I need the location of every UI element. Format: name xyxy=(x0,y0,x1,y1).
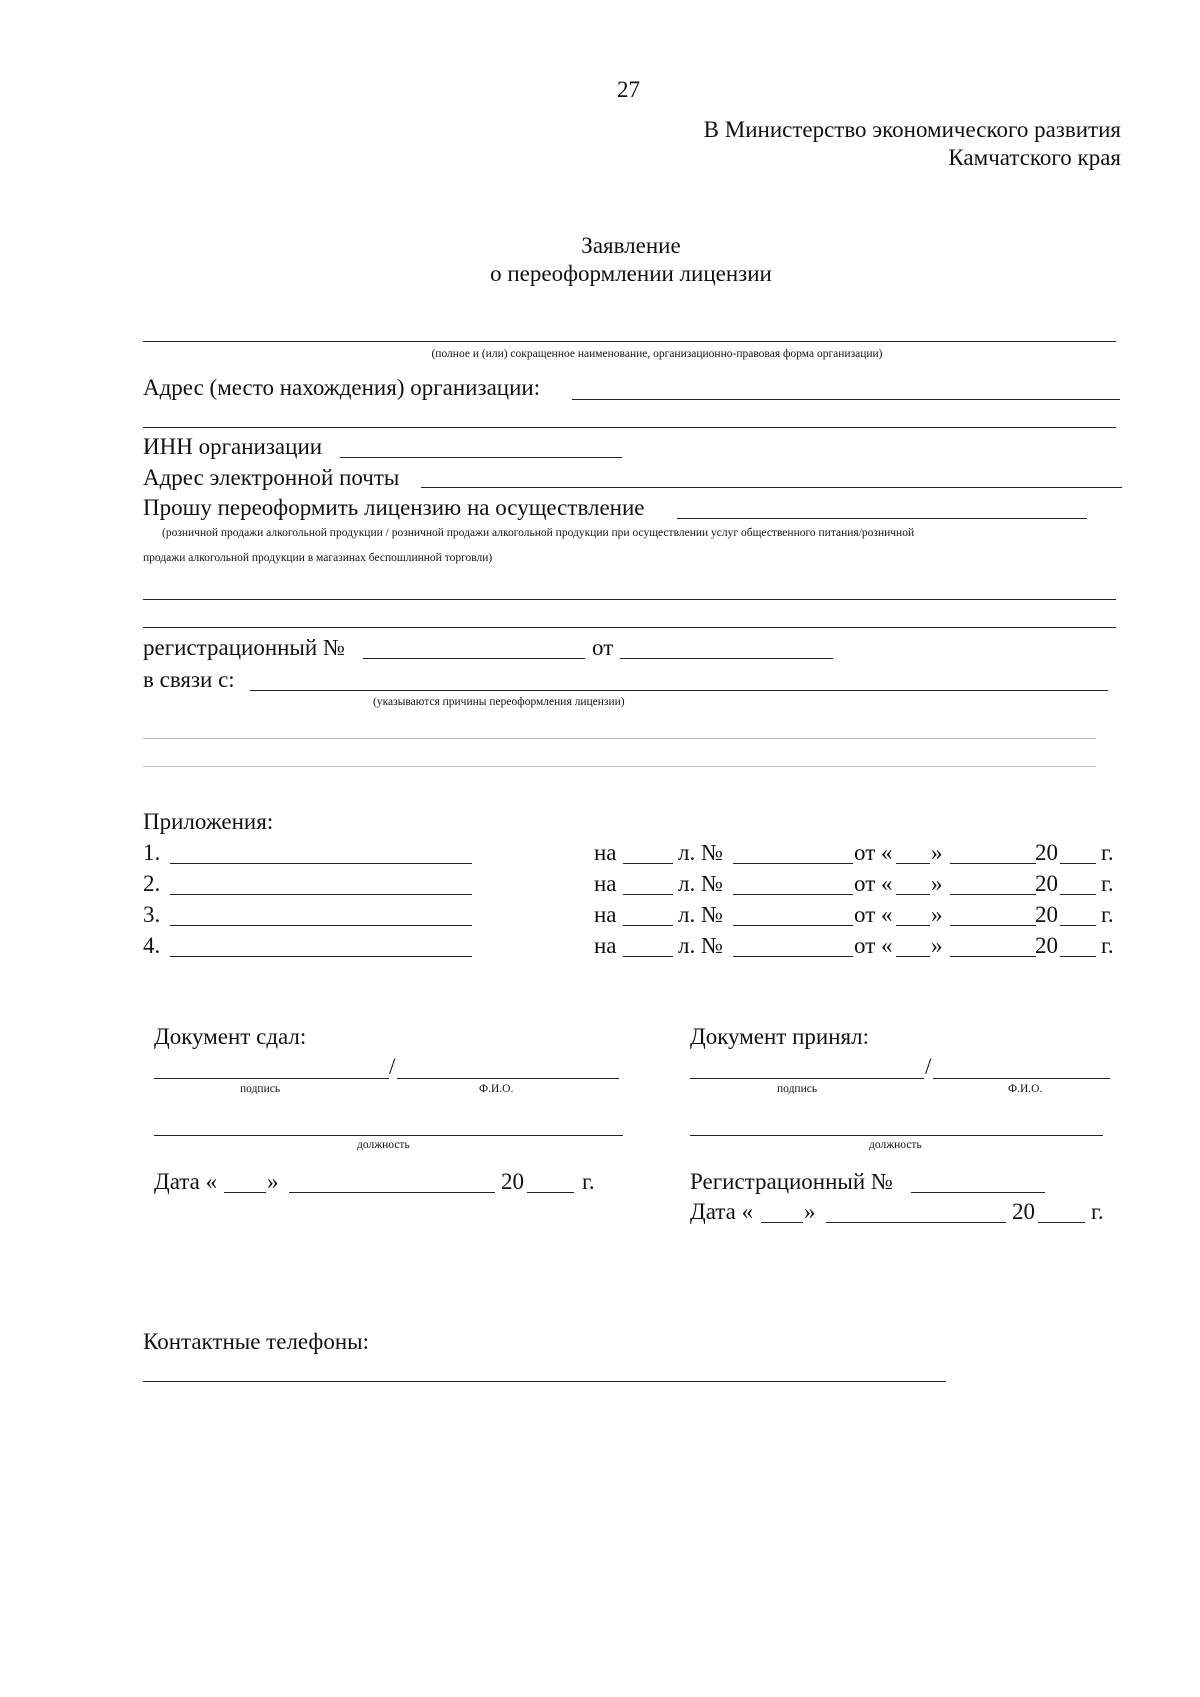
received-year-prefix: 20 xyxy=(1012,1199,1035,1224)
attachments-heading: Приложения: xyxy=(143,809,274,834)
attachment-year-line[interactable] xyxy=(1060,925,1096,926)
attachment-on-label: на xyxy=(594,933,617,958)
addressee-line-2: Камчатского края xyxy=(948,145,1121,170)
received-month-line[interactable] xyxy=(826,1222,1006,1223)
attachment-number: 2. xyxy=(143,871,161,896)
reason-extra-line-2[interactable] xyxy=(143,766,1096,767)
attachment-number: 4. xyxy=(143,933,161,958)
attachment-day-line[interactable] xyxy=(896,925,930,926)
submitted-signature-hint: подпись xyxy=(240,1083,281,1095)
reason-label: в связи с: xyxy=(143,667,235,692)
document-subtitle: о переоформлении лицензии xyxy=(490,261,772,286)
submitted-year-line[interactable] xyxy=(527,1192,574,1193)
attachment-name-line[interactable] xyxy=(170,956,472,957)
attachment-sheets-label: л. № xyxy=(678,902,723,927)
attachment-close-quote: » xyxy=(931,840,943,865)
page-number: 27 xyxy=(617,77,640,102)
submitted-name-line[interactable] xyxy=(397,1078,619,1079)
submitted-name-hint: Ф.И.О. xyxy=(479,1083,514,1095)
attachment-number: 3. xyxy=(143,902,161,927)
attachment-from-label: от « xyxy=(854,871,893,896)
attachment-sheets-label: л. № xyxy=(678,871,723,896)
attachment-sheets-label: л. № xyxy=(678,840,723,865)
received-reg-number-line[interactable] xyxy=(911,1192,1045,1193)
attachment-month-line[interactable] xyxy=(950,956,1036,957)
attachment-name-line[interactable] xyxy=(170,894,472,895)
inn-line[interactable] xyxy=(340,457,622,458)
attachment-year-prefix: 20 xyxy=(1035,871,1058,896)
reason-extra-line-1[interactable] xyxy=(143,738,1096,739)
received-signature-line[interactable] xyxy=(690,1078,924,1079)
submitted-year-suffix: г. xyxy=(582,1169,595,1194)
contacts-label: Контактные телефоны: xyxy=(143,1329,369,1354)
attachment-year-line[interactable] xyxy=(1060,894,1096,895)
attachment-doc-number-line[interactable] xyxy=(733,925,853,926)
submitted-year-prefix: 20 xyxy=(501,1169,524,1194)
activity-line[interactable] xyxy=(677,518,1087,519)
submitted-signature-line[interactable] xyxy=(154,1078,389,1079)
submitted-slash: / xyxy=(389,1054,396,1079)
attachment-month-line[interactable] xyxy=(950,925,1036,926)
addressee-line-1: В Министерство экономического развития xyxy=(703,117,1121,142)
attachment-sheets-line[interactable] xyxy=(623,863,673,864)
email-line[interactable] xyxy=(421,487,1122,488)
inn-label: ИНН организации xyxy=(143,434,323,459)
submitted-position-line[interactable] xyxy=(154,1135,623,1136)
attachment-on-label: на xyxy=(594,871,617,896)
reg-date-line[interactable] xyxy=(620,658,833,659)
reason-line[interactable] xyxy=(250,690,1108,691)
submitted-label: Документ сдал: xyxy=(154,1024,307,1049)
received-year-suffix: г. xyxy=(1091,1199,1104,1224)
document-title: Заявление xyxy=(581,233,681,258)
attachment-day-line[interactable] xyxy=(896,894,930,895)
submitted-date-close: » xyxy=(267,1169,279,1194)
org-name-hint: (полное и (или) сокращенное наименование, организационно-правовая форма организации) xyxy=(431,348,883,360)
attachment-year-suffix: г. xyxy=(1101,871,1114,896)
address-line-1[interactable] xyxy=(572,399,1120,400)
submitted-position-hint: должность xyxy=(357,1139,410,1151)
received-slash: / xyxy=(925,1054,932,1079)
attachment-day-line[interactable] xyxy=(896,863,930,864)
activity-extra-line-2[interactable] xyxy=(143,627,1116,628)
activity-extra-line-1[interactable] xyxy=(143,599,1116,600)
received-name-hint: Ф.И.О. xyxy=(1008,1083,1043,1095)
received-date-open: Дата « xyxy=(690,1199,754,1224)
attachment-close-quote: » xyxy=(931,902,943,927)
attachment-from-label: от « xyxy=(854,902,893,927)
received-position-hint: должность xyxy=(869,1139,922,1151)
reason-hint: (указываются причины переоформления лицензии) xyxy=(373,696,625,708)
attachment-year-prefix: 20 xyxy=(1035,933,1058,958)
attachment-close-quote: » xyxy=(931,871,943,896)
activity-hint-1: (розничной продажи алкогольной продукции / розничной продажи алкогольной продукции при осуществлении услуг общественного питания/розничной xyxy=(162,527,915,539)
attachment-year-prefix: 20 xyxy=(1035,902,1058,927)
reg-number-label: регистрационный № xyxy=(143,635,345,660)
attachment-day-line[interactable] xyxy=(896,956,930,957)
activity-hint-2: продажи алкогольной продукции в магазинах беспошлинной торговли) xyxy=(143,552,493,564)
org-name-line[interactable] xyxy=(143,341,1116,342)
attachment-on-label: на xyxy=(594,840,617,865)
received-position-line[interactable] xyxy=(690,1135,1103,1136)
attachment-name-line[interactable] xyxy=(170,863,472,864)
received-year-line[interactable] xyxy=(1038,1222,1085,1223)
received-reg-number-label: Регистрационный № xyxy=(690,1169,893,1194)
attachment-year-suffix: г. xyxy=(1101,840,1114,865)
reg-number-line[interactable] xyxy=(363,658,585,659)
attachment-from-label: от « xyxy=(854,840,893,865)
address-label: Адрес (место нахождения) организации: xyxy=(143,375,541,400)
submitted-day-line[interactable] xyxy=(224,1192,266,1193)
attachment-year-prefix: 20 xyxy=(1035,840,1058,865)
attachment-sheets-label: л. № xyxy=(678,933,723,958)
attachment-month-line[interactable] xyxy=(950,863,1036,864)
attachment-doc-number-line[interactable] xyxy=(733,863,853,864)
attachment-number: 1. xyxy=(143,840,161,865)
attachment-doc-number-line[interactable] xyxy=(733,894,853,895)
attachment-year-suffix: г. xyxy=(1101,933,1114,958)
attachment-month-line[interactable] xyxy=(950,894,1036,895)
attachment-from-label: от « xyxy=(854,933,893,958)
received-date-close: » xyxy=(804,1199,816,1224)
attachment-sheets-line[interactable] xyxy=(623,925,673,926)
received-signature-hint: подпись xyxy=(777,1083,818,1095)
submitted-month-line[interactable] xyxy=(289,1192,495,1193)
received-name-line[interactable] xyxy=(933,1078,1110,1079)
received-day-line[interactable] xyxy=(761,1222,803,1223)
attachment-year-line[interactable] xyxy=(1060,956,1096,957)
attachment-on-label: на xyxy=(594,902,617,927)
attachment-sheets-line[interactable] xyxy=(623,894,673,895)
attachment-name-line[interactable] xyxy=(170,925,472,926)
attachment-year-suffix: г. xyxy=(1101,902,1114,927)
attachment-sheets-line[interactable] xyxy=(623,956,673,957)
address-line-2[interactable] xyxy=(143,427,1116,428)
contacts-line[interactable] xyxy=(143,1381,946,1382)
submitted-date-open: Дата « xyxy=(154,1169,218,1194)
attachment-year-line[interactable] xyxy=(1060,863,1096,864)
request-label: Прошу переоформить лицензию на осуществление xyxy=(143,495,645,520)
email-label: Адрес электронной почты xyxy=(143,465,400,490)
attachment-close-quote: » xyxy=(931,933,943,958)
reg-from-label: от xyxy=(592,635,614,660)
received-label: Документ принял: xyxy=(690,1024,869,1049)
attachment-doc-number-line[interactable] xyxy=(733,956,853,957)
